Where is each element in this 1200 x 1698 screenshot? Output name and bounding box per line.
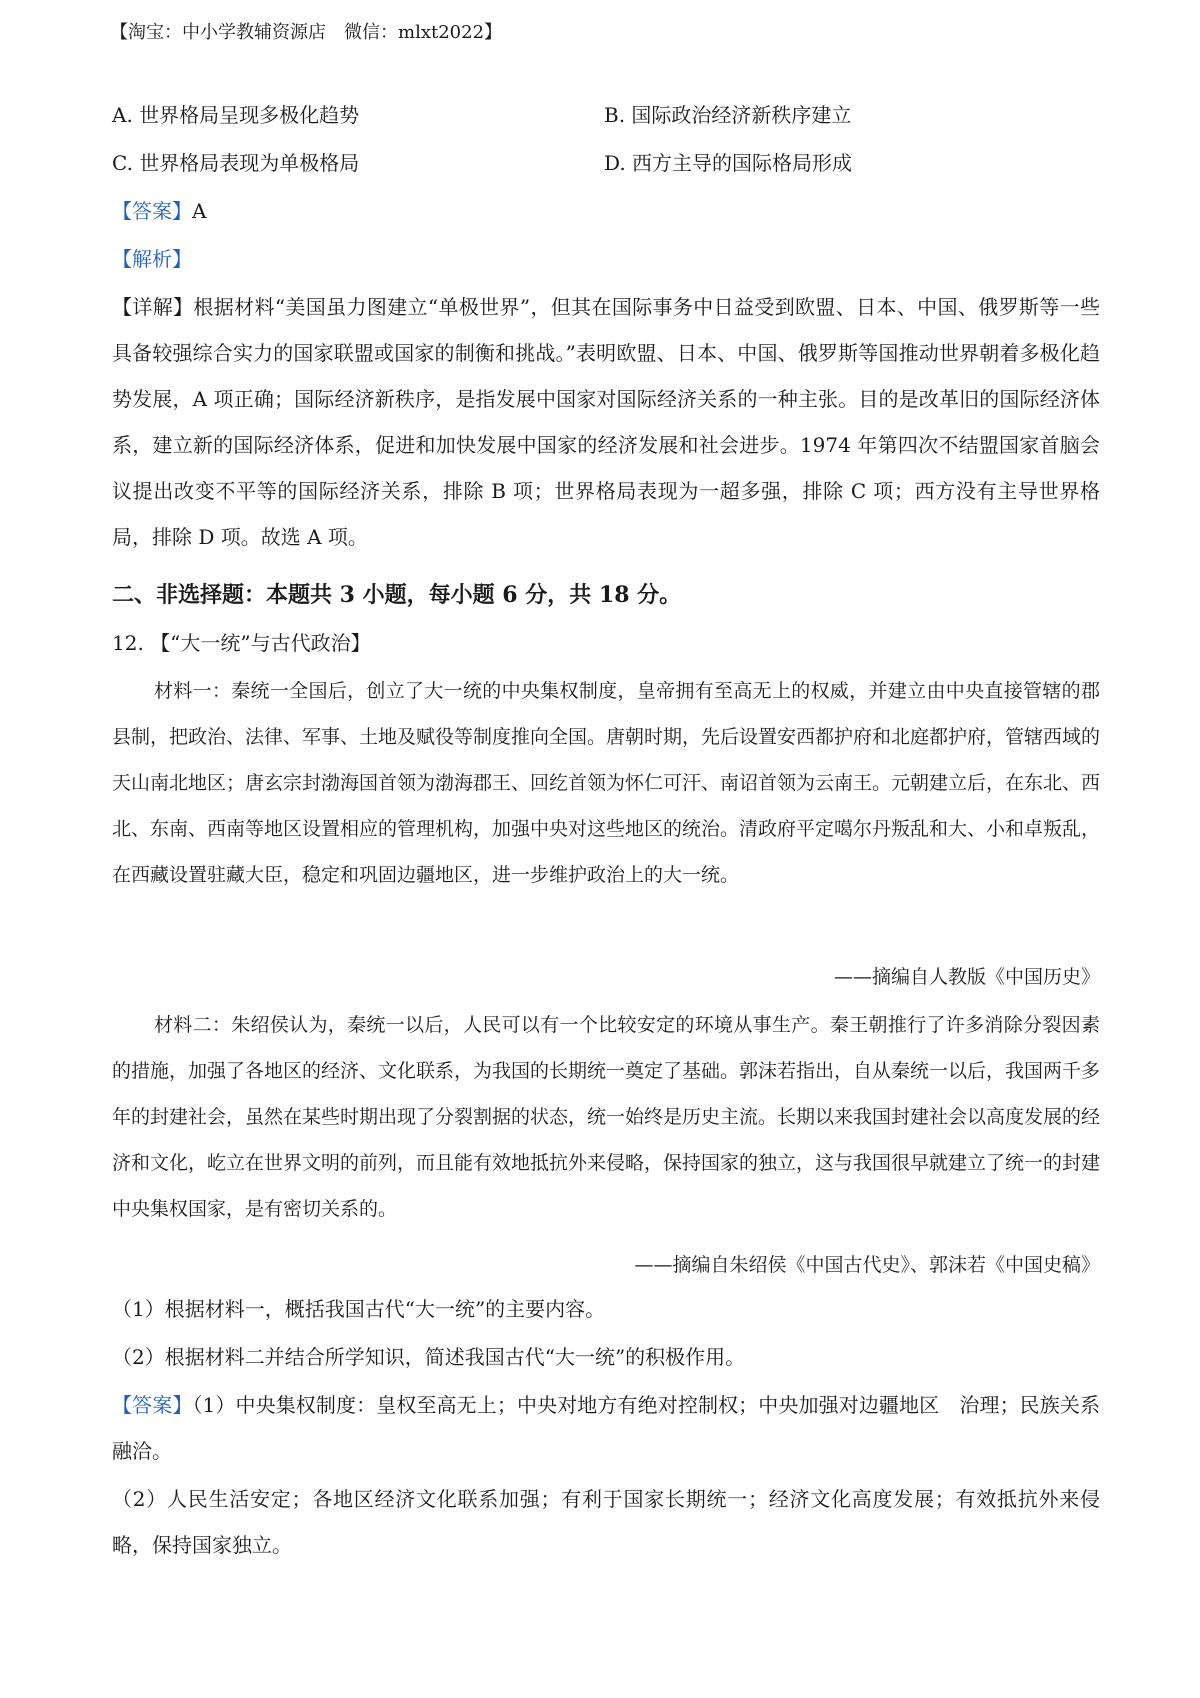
answer-value: A xyxy=(192,199,207,223)
answer1-text: （1）中央集权制度：皇权至高无上；中央对地方有绝对控制权；中央加强对边疆地区 治理；民族关系融洽。 xyxy=(112,1393,1100,1463)
q12-material1: 材料一：秦统一全国后，创立了大一统的中央集权制度，皇帝拥有至高无上的权威，并建立由中央直接管辖的郡县制，把政治、法律、军事、土地及赋役等制度推向全国。唐朝时期，先后设置安西都护府和北庭都护府，管辖西域的天山南北地区；唐玄宗封渤海国首领为渤海郡王、回纥首领为怀仁可汗、南诏首领为云南王。元朝建立后，在东北、西北、东南、西南等地区设置相应的管理机构，加强中央对这些地区的统治。清政府平定噶尔丹叛乱和大、小和卓叛乱，在西藏设置驻藏大臣，稳定和巩固边疆地区，进一步维护政治上的大一统。 xyxy=(112,680,1101,886)
detail-tag: 【详解】 xyxy=(112,295,194,319)
q12-source2: ——摘编自朱绍侯《中国古代史》、郭沫若《中国史稿》 xyxy=(634,1254,1100,1276)
q11-detail xyxy=(112,284,1100,560)
option-a: A. 世界格局呈现多极化趋势 xyxy=(112,103,360,127)
q11-analysis xyxy=(112,244,192,274)
q12-answer1 xyxy=(112,1382,1100,1474)
analysis-tag: 【解析】 xyxy=(112,247,192,271)
q11-answer xyxy=(112,196,206,226)
option-b: B. 国际政治经济新秩序建立 xyxy=(604,103,852,127)
q12-question2: （2）根据材料二并结合所学知识，简述我国古代“大一统”的积极作用。 xyxy=(112,1345,746,1369)
q12-material2: 材料二：朱绍侯认为，秦统一以后，人民可以有一个比较安定的环境从事生产。秦王朝推行了许多消除分裂因素的措施，加强了各地区的经济、文化联系，为我国的长期统一奠定了基础。郭沫若指出，自从秦统一以后，我国两千多年的封建社会，虽然在某些时期出现了分裂割据的状态，统一始终是历史主流。长期以来我国封建社会以高度发展的经济和文化，屹立在世界文明的前列，而且能有效地抵抗外来侵略，保持国家的独立，这与我国很早就建立了统一的封建中央集权国家，是有密切关系的。 xyxy=(112,1014,1101,1220)
detail-text: 根据材料“美国虽力图建立“单极世界”，但其在国际事务中日益受到欧盟、日本、中国、俄罗斯等一些具备较强综合实力的国家联盟或国家的制衡和挑战。”表明欧盟、日本、中国、俄罗斯等国推动世界朝着多极化趋势发展，A 项正确；国际经济新秩序，是指发展中国家对国际经济关系的一种主张。目的是改革旧的国际经济体系，建立新的国际经济体系，促进和加快发展中国家的经济发展和社会进步。1974 年第四次不结盟国家首脑会议提出改变不平等的国际经济关系，排除 B 项；世界格局表现为一超多强，排除 C 项；西方没有主导世界格局，排除 D 项。故选 A 项。 xyxy=(112,295,1100,549)
option-d: D. 西方主导的国际格局形成 xyxy=(604,151,853,175)
option-c: C. 世界格局表现为单极格局 xyxy=(112,151,360,175)
answer-tag: 【答案】 xyxy=(112,199,192,223)
q12-source1: ——摘编自人教版《中国历史》 xyxy=(833,966,1100,988)
answer-tag: 【答案】 xyxy=(112,1393,193,1417)
q12-answer2: （2）人民生活安定；各地区经济文化联系加强；有利于国家长期统一；经济文化高度发展；有效抵抗外来侵略，保持国家独立。 xyxy=(112,1487,1100,1557)
q12-question1: （1）根据材料一，概括我国古代“大一统”的主要内容。 xyxy=(112,1297,606,1321)
section2-title: 二、非选择题：本题共 3 小题，每小题 6 分，共 18 分。 xyxy=(112,582,682,608)
q12-heading: 12. 【“大一统”与古代政治】 xyxy=(112,631,371,655)
header-note: 【淘宝：中小学教辅资源店 微信：mlxt2022】 xyxy=(110,22,503,43)
